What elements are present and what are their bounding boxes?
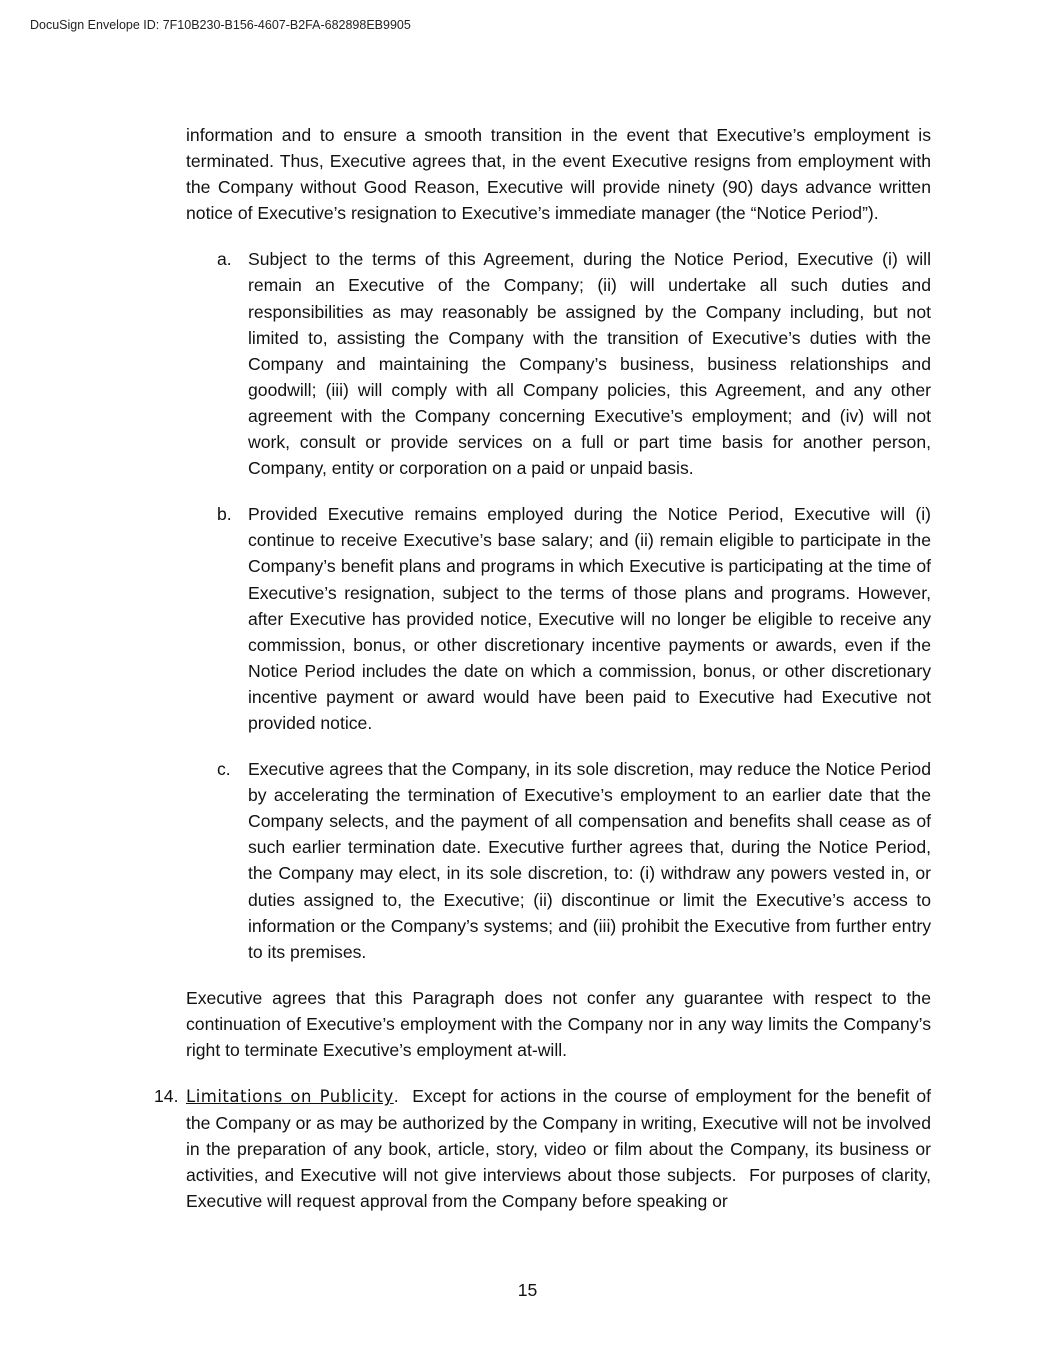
notice-period-list [186, 246, 931, 964]
page-number: 15 [517, 1280, 538, 1300]
docusign-envelope-id: DocuSign Envelope ID: 7F10B230-B156-4607-B2FA-682898EB9905 [30, 18, 411, 32]
list-item-c [186, 756, 931, 965]
list-item-text: Subject to the terms of this Agreement, during the Notice Period, Executive (i) will remain an Executive of the Company; (ii) will undertake all such duties and responsibilities as may reasonably be assigned by the Company including, but not limited to, assisting the Company with the transition of Executive’s duties with the Company and maintaining the Company’s business, business relationships and goodwill; (iii) will comply with all Company policies, this Agreement, and any other agreement with the Company concerning Executive’s employment; and (iv) will not work, consult or provide services on a full or part time basis for another person, Company, entity or corporation on a paid or unpaid basis. [248, 249, 931, 479]
list-item-b [186, 501, 931, 736]
list-marker: c. [217, 759, 231, 780]
intro-paragraph: information and to ensure a smooth transition in the event that Executive’s employment is terminated. Thus, Executive agrees that, in the event Executive resigns from employment with the Company without Good Reason, Executive will provide ninety (90) days advance written notice of Executive’s resignation to Executive’s immediate manager (the “Notice Period”). [186, 125, 931, 224]
section-number: 14. [154, 1086, 179, 1107]
list-marker: a. [217, 249, 232, 270]
list-marker: b. [217, 504, 232, 525]
document-body [154, 122, 936, 1215]
section-title: Limitations on Publicity [186, 1087, 394, 1107]
closing-paragraph: Executive agrees that this Paragraph does not confer any guarantee with respect to the continuation of Executive’s employment with the Company nor in any way limits the Company’s right to terminate Executive’s employment at-will. [186, 987, 931, 1060]
list-item-a [186, 246, 931, 481]
section-title-period: . [393, 1086, 399, 1107]
section-14 [154, 1083, 936, 1214]
list-item-text: Executive agrees that the Company, in its sole discretion, may reduce the Notice Period by accelerating the termination of Executive’s employment to an earlier date that the Company selects, and the payment of all compensation and benefits shall cease as of such earlier termination date. Executive further agrees that, during the Notice Period, the Company may elect, in its sole discretion, to: (i) withdraw any powers vested in, or duties assigned to, the Executive; (ii) discontinue or limit the Executive’s access to information or the Company’s systems; and (iii) prohibit the Executive from further entry to its premises. [248, 759, 931, 962]
section-text: Except for actions in the course of employment for the benefit of the Company or as may be authorized by the Company in writing, Executive will not be involved in the preparation of any book, article, story, video or film about the Company, its business or activities, and Executive will not give interviews about those subjects. For purposes of clarity, Executive will request approval from the Company before speaking or [186, 1086, 936, 1212]
list-item-text: Provided Executive remains employed during the Notice Period, Executive will (i) continue to receive Executive’s base salary; and (ii) remain eligible to participate in the Company’s benefit plans and programs in which Executive is participating at the time of Executive’s resignation, subject to the terms of those plans and programs. However, after Executive has provided notice, Executive will no longer be eligible to receive any commission, bonus, or other discretionary incentive payments or awards, even if the Notice Period includes the date on which a commission, bonus, or other discretionary incentive payment or award would have been paid to Executive had Executive not provided notice. [248, 504, 931, 733]
